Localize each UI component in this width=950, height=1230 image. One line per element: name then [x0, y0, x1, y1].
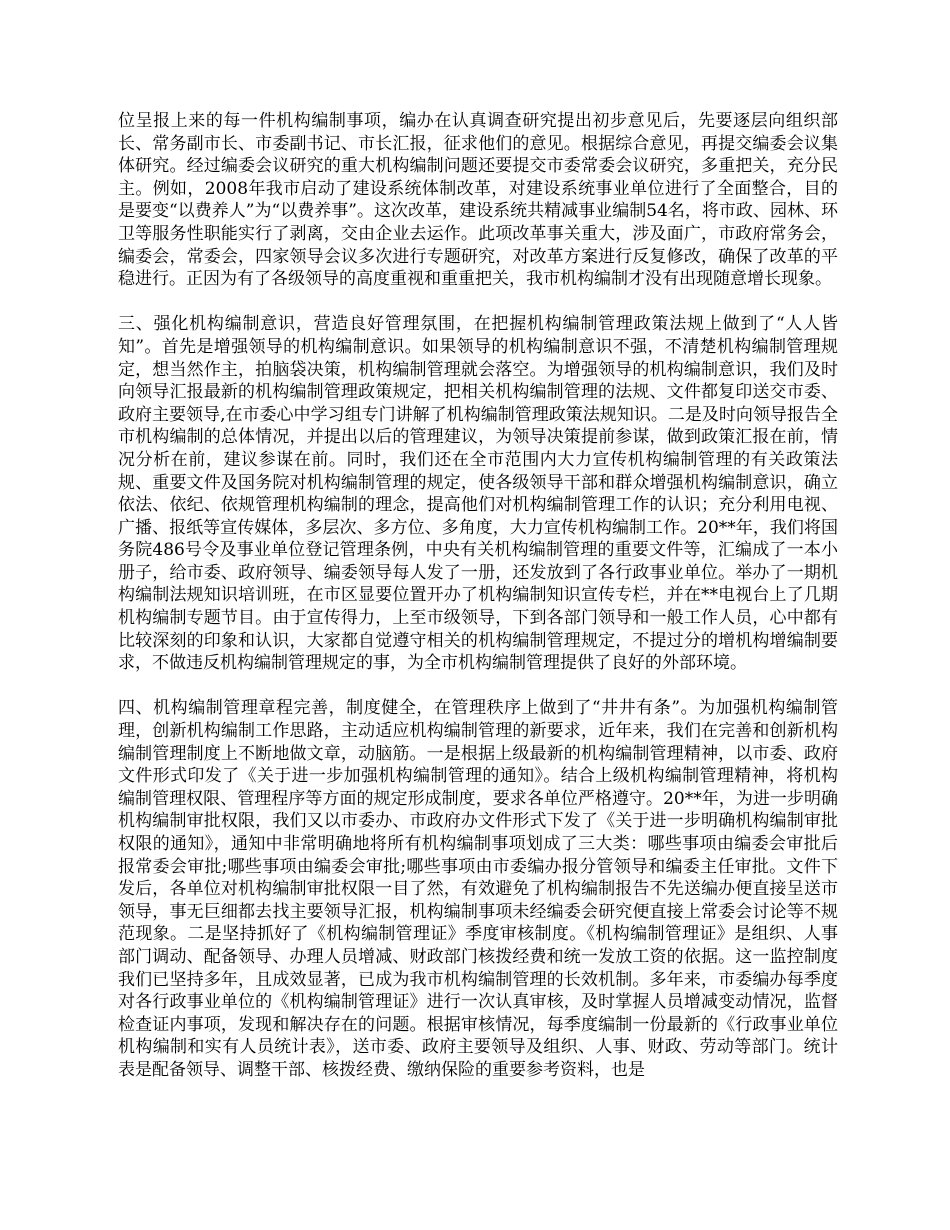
- document-body: [118, 110, 838, 1104]
- paragraph-section-four-regulations: 四、机构编制管理章程完善，制度健全，在管理秩序上做到了“井井有条”。为加强机构编制管理，创新机构编制工作思路，主动适应机构编制管理的新要求，近年来，我们在完善和创新机构编制管理制度上不断地做文章，动脑筋。一是根据上级最新的机构编制管理精神，以市委、政府文件形式印发了《关于进一步加强机构编制管理的通知》。结合上级机构编制管理精神，将机构编制管理权限、管理程序等方面的规定形成制度，要求各单位严格遵守。20**年，为进一步明确机构编制审批权限，我们又以市委办、市政府办文件形式下发了《关于进一步明确机构编制审批权限的通知》，通知中非常明确地将所有机构编制事项划成了三大类：哪些事项由编委会审批后报常委会审批;哪些事项由编委会审批;哪些事项由市委编办报分管领导和编委主任审批。文件下发后，各单位对机构编制审批权限一目了然，有效避免了机构编制报告不先送编办便直接呈送市领导，事无巨细都去找主要领导汇报，机构编制事项未经编委会研究便直接上常委会讨论等不规范现象。二是坚持抓好了《机构编制管理证》季度审核制度。《机构编制管理证》是组织、人事部门调动、配备领导、办理人员增减、财政部门核拨经费和统一发放工资的依据。这一监控制度我们已坚持多年，且成效显著，已成为我市机构编制管理的长效机制。多年来，市委编办每季度对各行政事业单位的《机构编制管理证》进行一次认真审核，及时掌握人员增减变动情况，监督检查证内事项，发现和解决存在的问题。根据审核情况，每季度编制一份最新的《行政事业单位机构编制和实有人员统计表》，送市委、政府主要领导及组织、人事、财政、劳动等部门。统计表是配备领导、调整干部、核拨经费、缴纳保险的重要参考资料，也是: [118, 698, 838, 1080]
- paragraph-leadership-review: 位呈报上来的每一件机构编制事项，编办在认真调查研究提出初步意见后，先要逐层向组织部长、常务副市长、市委副书记、市长汇报，征求他们的意见。根据综合意见，再提交编委会议集体研究。经过编委会议研究的重大机构编制问题还要提交市委常委会议研究，多重把关，充分民主。例如，2008年我市启动了建设系统体制改革，对建设系统事业单位进行了全面整合，目的是要变“以费养人”为“以费养事”。这次改革，建设系统共精减事业编制54名，将市政、园林、环卫等服务性职能实行了剥离，交由企业去运作。此项改革事关重大，涉及面广，市政府常务会，编委会，常委会，四家领导会议多次进行专题研究，对改革方案进行反复修改，确保了改革的平稳进行。正因为有了各级领导的高度重视和重重把关，我市机构编制才没有出现随意增长现象。: [118, 111, 838, 290]
- paragraph-section-three-awareness: 三、强化机构编制意识，营造良好管理氛围，在把握机构编制管理政策法规上做到了“人人皆知”。首先是增强领导的机构编制意识。如果领导的机构编制意识不强，不清楚机构编制管理规定，想当然作主，拍脑袋决策，机构编制管理就会落空。为增强领导的机构编制意识，我们及时向领导汇报最新的机构编制管理政策规定，把相关机构编制管理的法规、文件都复印送交市委、政府主要领导,在市委心中学习组专门讲解了机构编制管理政策法规知识。二是及时向领导报告全市机构编制的总体情况，并提出以后的管理建议，为领导决策提前参谋，做到政策汇报在前，情况分析在前，建议参谋在前。同时，我们还在全市范围内大力宣传机构编制管理的有关政策法规、重要文件及国务院对机构编制管理的规定，使各级领导干部和群众增强机构编制意识，确立依法、依纪、依规管理机构编制的理念，提高他们对机构编制管理工作的认识；充分利用电视、广播、报纸等宣传媒体，多层次、多方位、多角度，大力宣传机构编制工作。20**年，我们将国务院486号令及事业单位登记管理条例，中央有关机构编制管理的重要文件等，汇编成了一本小册子，给市委、政府领导、编委领导每人发了一册，还发放到了各行政事业单位。举办了一期机构编制法规知识培训班，在市区显要位置开办了机构编制知识宣传专栏，并在**电视台上了几期机构编制专题节目。由于宣传得力，上至市级领导，下到各部门领导和一般工作人员，心中都有比较深刻的印象和认识，大家都自觉遵守相关的机构编制管理规定，不提过分的增机构增编制要求，不做违反机构编制管理规定的事，为全市机构编制管理提供了良好的外部环境。: [118, 314, 838, 674]
